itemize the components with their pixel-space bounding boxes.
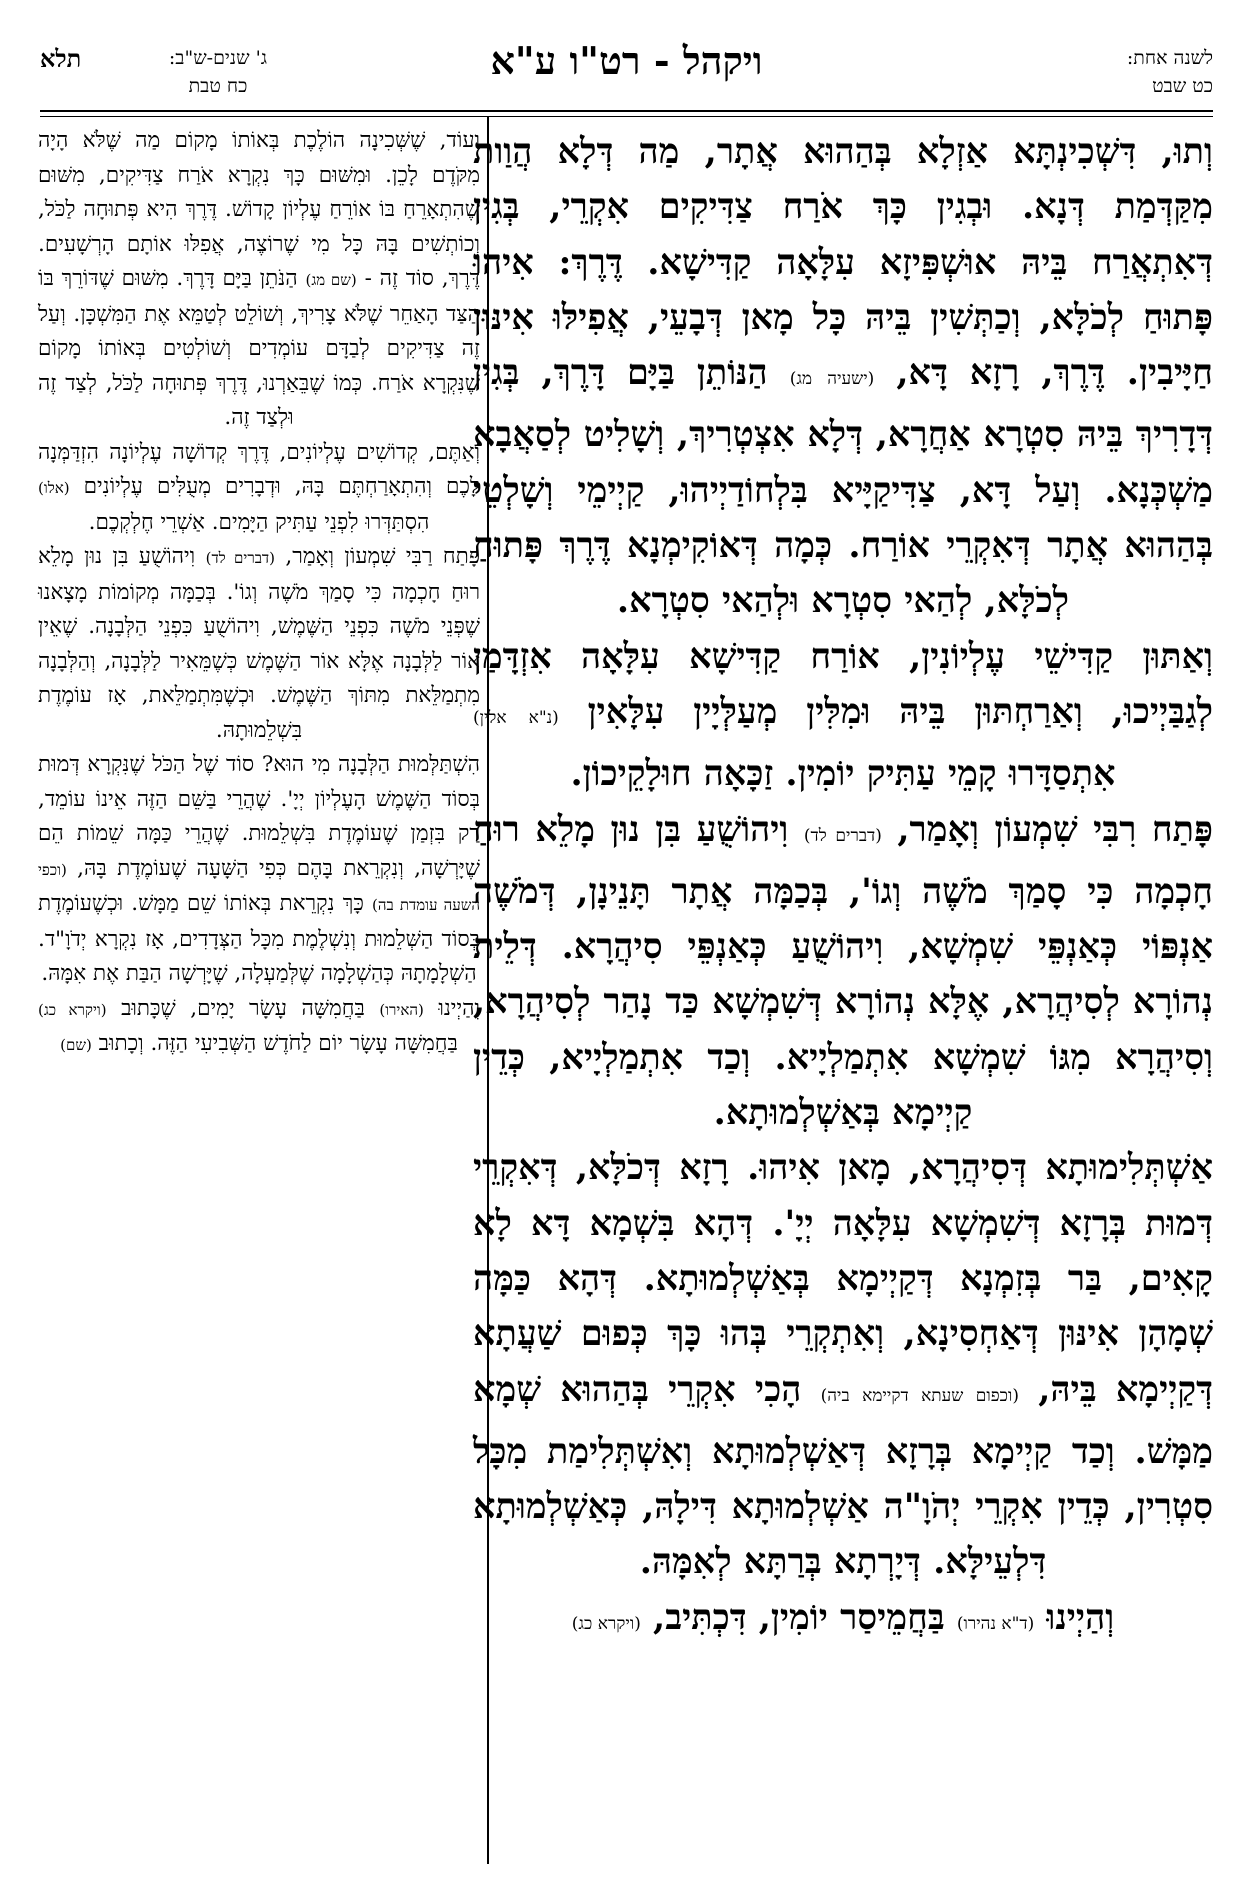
citation: (שם מג) — [305, 271, 357, 289]
side-paragraph: וְעוֹד, שֶׁשְּׁכִינָה הוֹלֶכֶת בְּאוֹתוֹ מָקוֹם מַה שֶּׁלֹּא הָיָה מִקֹּדֶם לָכֵן. וּמִשּׁוּם כָּךְ נִקְרָא אֹרַח צַדִּיקִים, מִשּׁוּם שֶׁהִתְאָרֵחַ בּוֹ אוֹרֵחַ עֶלְיוֹן קָדוֹשׁ. דֶּרֶךְ הִיא פְּתוּחָה לַכֹּל, וְכוֹתְשִׁים בָּהּ כָּל מִי שֶׁרוֹצֶה, אֲפִלּוּ אוֹתָם הָרְשָׁעִים. דֶּרֶךְ, סוֹד זֶה - (שם מג) הַנֹּתֵן בַּיָּם דָּרֶךְ. מִשּׁוּם שֶׁדּוֹרֵךְ בּוֹ הַצַּד הָאַחֵר שֶׁלֹּא צָרִיךְ, וְשׁוֹלֵט לְטַמֵּא אֶת הַמִּשְׁכָּן. וְעַל זֶה צַדִּיקִים לְבַדָּם עוֹמְדִים וְשׁוֹלְטִים בְּאוֹתוֹ מָקוֹם שֶׁנִּקְרָא אֹרַח. כְּמוֹ שֶׁבֵּאַרְנוּ, דֶּרֶךְ פְּתוּחָה לַכֹּל, לְצַד זֶה וּלְצַד זֶה. — [38, 128, 480, 430]
citation: (אלו) — [38, 479, 70, 497]
main-paragraph: פָּתַח רִבִּי שִׁמְעוֹן וְאָמַר, (דברים לד) וִיהוֹשֻׁעַ בִּן נוּן מָלֵא רוּחַ חָכְמָה כִּי סָמַךְ מֹשֶׁה וְגוֹ', בְּכַמָּה אֲתָר תָּנֵינָן, דְּמֹשֶׁה אַנְפּוֹי כְּאַנְפֵּי שִׁמְשָׁא, וִיהוֹשֻׁעַ כְּאַנְפֵּי סִיהֲרָא. דְּלֵית נְהוֹרָא לְסִיהֲרָא, אֶלָּא נְהוֹרָא דְּשִׁמְשָׁא כַּד נָהַר לְסִיהֲרָא, וְסִיהֲרָא מִגּוֹ שִׁמְשָׁא אִתְמַלְיָיא. וְכַד אִתְמַלְיָיא, כְּדֵין קַיְימָא בְּאַשְׁלְמוּתָא. — [473, 808, 1214, 1134]
schedule-date-three-years: כח טבת — [188, 75, 248, 97]
study-schedule-one-year — [1127, 44, 1213, 100]
page-header — [40, 38, 1213, 114]
citation: (וכפי השעה עומדת בה) — [38, 860, 480, 914]
side-paragraph: פָּתַח רַבִּי שִׁמְעוֹן וְאָמַר, (דברים לד) וִיהוֹשֻׁעַ בִּן נוּן מָלֵא רוּחַ חָכְמָה כִּי סָמַךְ מֹשֶׁה וְגוֹ'. בְּכַמָּה מְקוֹמוֹת מָצָאנוּ שֶׁפְּנֵי מֹשֶׁה כִּפְנֵי הַשֶּׁמֶשׁ, וִיהוֹשֻׁעַ כִּפְנֵי הַלְּבָנָה. שֶׁאֵין אוֹר לַלְּבָנָה אֶלָּא אוֹר הַשֶּׁמֶשׁ כְּשֶׁמֵּאִיר לַלְּבָנָה, וְהַלְּבָנָה מִתְמַלֵּאת מִתּוֹךְ הַשֶּׁמֶשׁ. וּכְשֶׁמִּתְמַלֵּאת, אָז עוֹמֶדֶת בִּשְׁלֵמוּתָהּ. — [38, 544, 480, 743]
schedule-three-years — [148, 44, 288, 100]
page-title: ויקהל - רט"ו ע"א — [490, 38, 763, 83]
main-paragraph: וְתוּ, דִּשְׁכִינְתָּא אַזְלָא בְּהַהוּא אֲתָר, מַה דְּלָא הֲוַות מִקַּדְּמַת דְּנָא. וּבְגִין כָּךְ אֹרַח צַדִּיקִים אִקְרֵי, בְּגִין דְּאִתְאֲרַח בֵּיהּ אוּשְׁפִּיזָא עִלָּאָה קַדִּישָׁא. דֶּרֶךְ: אִיהוּ פָּתוּחַ לְכֹלָּא, וְכַתְּשִׁין בֵּיהּ כָּל מָאן דְּבָעֵי, אֲפִילּוּ אִינּוּן חַיָּיבִין. דֶּרֶךְ, רָזָא דָּא, (ישעיה מג) הַנּוֹתֵן בַּיָּם דָּרֶךְ, בְּגִין דְּדָרִיךְ בֵּיהּ סִטְרָא אַחֲרָא, דְּלָא אִצְטְרִיךְ, וְשָׁלִיט לְסַאֲבָא מַשְׁכְּנָא. וְעַל דָּא, צַדִּיקַיָּיא בִּלְחוֹדַיְיהוּ, קַיְימֵי וְשָׁלְטֵי בְּהַהוּא אֲתָר דְּאִקְרֵי אוֹרַח. כְּמָה דְּאוֹקִימְנָא דֶּרֶךְ פָּתוּחַ לְכֹלָּא, לְהַאי סִטְרָא וּלְהַאי סִטְרָא. — [473, 131, 1214, 622]
citation: (ד"א נהירו) — [956, 1613, 1035, 1634]
citation: (ישעיה מג) — [789, 369, 875, 390]
citation: (ויקרא כג) — [38, 1000, 107, 1019]
main-paragraph: וְאַתּוּן קַדִּישֵׁי עֶלְיוֹנִין, אוֹרַח קַדִּישָׁא עִלָּאָה אִזְדָּמַן לְגַבַּיְיכוּ, וְאַרַחְתּוּן בֵּיהּ וּמִלִּין מְעַלְּיָין עִלָּאִין (נ"א אלין) אִתְסַדָּרוּ קָמֵי עַתִּיק יוֹמִין. זַכָּאָה חוּלָקֵיכוֹן. — [473, 635, 1213, 795]
header-rule — [40, 110, 1213, 112]
main-column-aramaic — [473, 124, 1213, 1652]
main-paragraph: אַשְׁתְּלִימוּתָא דְּסִיהֲרָא, מָאן אִיהוּ. רָזָא דְּכֹלָּא, דְּאִקְרֵי דְּמוּת בְּרָזָא דְּשִׁמְשָׁא עִלָּאָה יְיָ'. דְּהָא בִּשְׁמָא דָּא לָא קָאִים, בַּר בְּזִמְנָא דְּקַיְימָא בְּאַשְׁלְמוּתָא. דְּהָא כַּמָּה שְׁמָהָן אִינּוּן דְּאַחְסִינָא, וְאִתְקְרֵי בְּהוּ כָּךְ כְּפוּם שַׁעֲתָא דְּקַיְימָא בֵּיהּ, (וכפום שעתא דקיימא ביה) הָכִי אִקְרֵי בְּהַהוּא שְׁמָא מַמָּשׁ. וְכַד קַיְימָא בְּרָזָא דְּאַשְׁלְמוּתָא וְאִשְׁתְּלִימַת מִכָּל סִטְרִין, כְּדֵין אִקְרֵי יְהֹוָ"ה אַשְׁלְמוּתָא דִּילָהּ, כְּאַשְׁלְמוּתָא דִּלְעֵילָּא. דְּיָרְתָא בְּרַתָּא לְאִמָּהּ. — [473, 1147, 1213, 1583]
side-paragraph: הִשְׁתַּלְּמוּת הַלְּבָנָה מִי הוּא? סוֹד שֶׁל הַכֹּל שֶׁנִּקְרָא דְּמוּת בְּסוֹד הַשֶּׁמֶשׁ הָעֶלְיוֹן יְיָ'. שֶׁהֲרֵי בַּשֵּׁם הַזֶּה אֵינוֹ עוֹמֵד, רַק בִּזְמַן שֶׁעוֹמֶדֶת בִּשְׁלֵמוּת. שֶׁהֲרֵי כַּמָּה שֵׁמוֹת הֵם שֶׁיָּרְשָׁה, וְנִקְרֵאת בָּהֶם כְּפִי הַשָּׁעָה שֶׁעוֹמֶדֶת בָּהּ, (וכפי השעה עומדת בה) כָּךְ נִקְרֵאת בְּאוֹתוֹ שֵׁם מַמָּשׁ. וּכְשֶׁעוֹמֶדֶת בְּסוֹד הַשְּׁלֵמוּת וְנִשְׁלֶמֶת מִכָּל הַצְּדָדִים, אָז נִקְרָא יְדֹוָ"ד. הַשְׁלָמָתָהּ כְּהַשְׁלָמָה שֶׁלְּמַעְלָה, שֶׁיָּרְשָׁה הַבַּת אֶת אִמָּהּ. — [38, 752, 480, 986]
schedule-label-one-year: לשנה אחת: — [1126, 47, 1213, 69]
citation: (דברים לד) — [803, 825, 882, 846]
side-paragraph: וְהַיְינוּ (האירו) בַּחֲמִשָּׁה עָשָׂר יָמִים, שֶׁכָּתוּב (ויקרא כג) בַּחֲמִשָּׁה עָשָׂר יוֹם לַחֹדֶשׁ הַשְּׁבִיעִי הַזֶּה. וְכָתוּב (שם) — [38, 995, 480, 1056]
main-paragraph: וְהַיְינוּ (ד"א נהירו) בַּחֲמֵיסַר יוֹמִין, דִּכְתִּיב, (ויקרא כג) — [571, 1596, 1115, 1638]
side-paragraph: וְאַתֶּם, קְדוֹשִׁים עֶלְיוֹנִים, דֶּרֶךְ קְדוֹשָׁה עֶלְיוֹנָה הִזְדַּמְּנָה לָכֶם וְהִתְאָרַחְתֶּם בָּהּ, וּדְבָרִים מְעֻלִּים עֶלְיוֹנִים (אלו) הִסְתַּדְּרוּ לִפְנֵי עַתִּיק הַיָּמִים. אַשְׁרֵי חֶלְקְכֶם. — [38, 439, 480, 535]
citation: (נ"א אלין) — [473, 707, 559, 728]
schedule-label-three-years: ג' שנים-ש"ב: — [168, 47, 268, 69]
header-rule-inner — [40, 116, 1213, 117]
citation: (האירו) — [379, 1000, 424, 1019]
citation: (וכפום שעתא דקיימא ביה) — [820, 1385, 1019, 1406]
citation: (שם) — [60, 1036, 92, 1054]
citation: (ויקרא כג) — [571, 1613, 641, 1634]
schedule-date-one-year: כט שבט — [1152, 75, 1213, 97]
page-number: תלא — [40, 44, 82, 73]
citation: (דברים לד) — [205, 549, 275, 567]
side-column-translation — [38, 124, 480, 1063]
